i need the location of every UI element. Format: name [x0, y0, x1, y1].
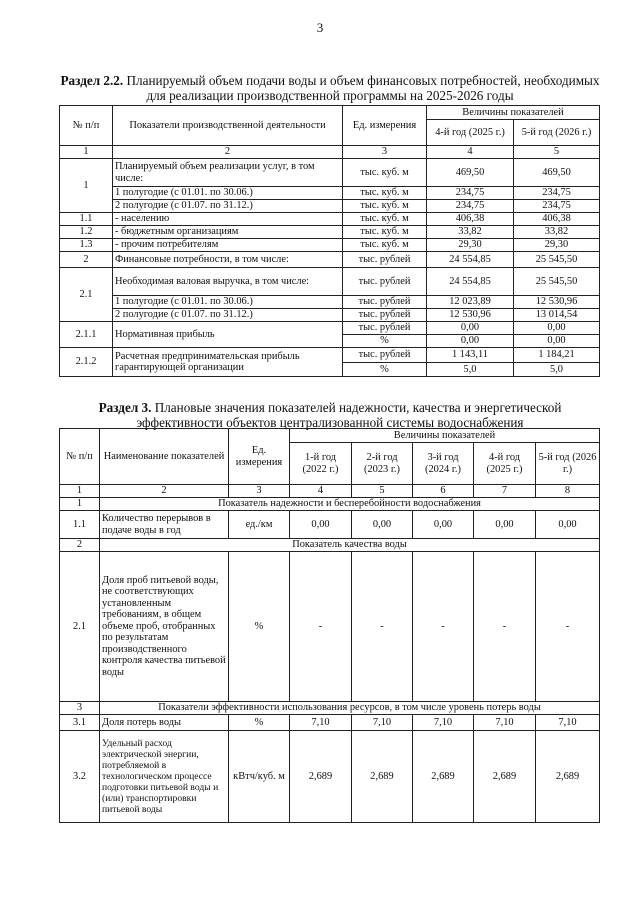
- row-value: 2,689: [290, 731, 352, 823]
- col-number: 4: [427, 146, 514, 159]
- row-unit: тыс. рублей: [343, 296, 427, 309]
- header-num: № п/п: [60, 429, 100, 485]
- col-number: 3: [343, 146, 427, 159]
- section-3-table: [59, 428, 600, 823]
- row-value: 2,689: [413, 731, 474, 823]
- row-value: 7,10: [474, 715, 536, 731]
- row-num: 2: [60, 252, 113, 268]
- row-num: 3.1: [60, 715, 100, 731]
- col-number: 7: [474, 485, 536, 498]
- row-name: Удельный расход электрической энергии, потребляемой в технологическом процессе подготовки питьевой воды и (или) транспортировки питьевой воды: [100, 731, 229, 823]
- row-unit: кВтч/куб. м: [229, 731, 290, 823]
- row-unit: %: [343, 335, 427, 348]
- row-unit: %: [229, 715, 290, 731]
- group-num: 2: [60, 539, 100, 552]
- row-unit: тыс. рублей: [343, 348, 427, 363]
- row-name: Финансовые потребности, в том числе:: [113, 252, 343, 268]
- table-row: [60, 322, 600, 335]
- row-name: Доля потерь воды: [100, 715, 229, 731]
- row-name: Расчетная предпринимательская прибыль гарантирующей организации: [113, 348, 343, 377]
- row-value: 2,689: [352, 731, 413, 823]
- row-value-2025: 29,30: [427, 239, 514, 252]
- row-num: 2.1.1: [60, 322, 113, 348]
- row-name: Планируемый объем реализации услуг, в том числе:: [113, 159, 343, 187]
- row-value-2026: 29,30: [514, 239, 600, 252]
- row-unit: %: [229, 552, 290, 702]
- table-row: [60, 213, 600, 226]
- row-value: 7,10: [290, 715, 352, 731]
- header-values-group: Величины показателей: [427, 106, 600, 120]
- row-unit: тыс. рублей: [343, 309, 427, 322]
- row-num: 3.2: [60, 731, 100, 823]
- group-num: 1: [60, 498, 100, 511]
- table-row: [60, 252, 600, 268]
- table-row: [60, 715, 600, 731]
- row-value-2025: 1 143,11: [427, 348, 514, 363]
- table-row: [60, 159, 600, 187]
- row-value: -: [474, 552, 536, 702]
- row-value-2026: 1 184,21: [514, 348, 600, 363]
- row-num: 1.3: [60, 239, 113, 252]
- row-value-2026: 0,00: [514, 322, 600, 335]
- row-value-2025: 406,38: [427, 213, 514, 226]
- table-row: [60, 552, 600, 702]
- row-num: 1: [60, 159, 113, 213]
- row-value-2025: 469,50: [427, 159, 514, 187]
- row-value-2026: 25 545,50: [514, 268, 600, 296]
- table-row: [60, 187, 600, 200]
- row-unit: %: [343, 363, 427, 377]
- row-value-2026: 12 530,96: [514, 296, 600, 309]
- row-value-2025: 0,00: [427, 335, 514, 348]
- row-unit: тыс. куб. м: [343, 239, 427, 252]
- row-name: 2 полугодие (с 01.07. по 31.12.): [113, 200, 343, 213]
- header-year-2026: 5-й год (2026 г.): [536, 443, 600, 485]
- row-name: 2 полугодие (с 01.07. по 31.12.): [113, 309, 343, 322]
- group-row: [60, 702, 600, 715]
- row-value-2025: 24 554,85: [427, 252, 514, 268]
- col-number: 6: [413, 485, 474, 498]
- row-num: 1.2: [60, 226, 113, 239]
- row-value: 2,689: [474, 731, 536, 823]
- col-number: 2: [100, 485, 229, 498]
- row-unit: тыс. куб. м: [343, 213, 427, 226]
- header-num: № п/п: [60, 106, 113, 146]
- row-num: 2.1: [60, 268, 113, 322]
- row-value: 7,10: [413, 715, 474, 731]
- row-value-2025: 234,75: [427, 200, 514, 213]
- section-2-2-heading: [60, 73, 600, 103]
- row-value: -: [290, 552, 352, 702]
- row-value: 0,00: [474, 511, 536, 539]
- col-number: 4: [290, 485, 352, 498]
- row-name: Необходимая валовая выручка, в том числе:: [113, 268, 343, 296]
- row-name: Количество перерывов в подаче воды в год: [100, 511, 229, 539]
- row-value-2026: 469,50: [514, 159, 600, 187]
- header-unit: Ед. измерения: [343, 106, 427, 146]
- row-value: -: [536, 552, 600, 702]
- row-name: 1 полугодие (с 01.01. по 30.06.): [113, 187, 343, 200]
- row-name: Доля проб питьевой воды, не соответствующих установленным требованиям, в общем объеме проб, отобранных по результатам производственного контроля качества питьевой воды: [100, 552, 229, 702]
- row-value-2026: 13 014,54: [514, 309, 600, 322]
- section-2-2-label: Раздел 2.2.: [60, 73, 124, 88]
- row-unit: тыс. куб. м: [343, 226, 427, 239]
- row-value-2026: 25 545,50: [514, 252, 600, 268]
- table-row: [60, 239, 600, 252]
- header-year-2025: 4-й год (2025 г.): [474, 443, 536, 485]
- header-year-2024: 3-й год (2024 г.): [413, 443, 474, 485]
- col-number: 5: [352, 485, 413, 498]
- row-name: - бюджетным организациям: [113, 226, 343, 239]
- row-value-2025: 12 530,96: [427, 309, 514, 322]
- row-value-2026: 33,82: [514, 226, 600, 239]
- header-name: Показатели производственной деятельности: [113, 106, 343, 146]
- section-3-label: Раздел 3.: [98, 400, 152, 415]
- row-num: 2.1: [60, 552, 100, 702]
- group-title: Показатель качества воды: [100, 539, 600, 552]
- row-value-2026: 234,75: [514, 187, 600, 200]
- row-value-2025: 12 023,89: [427, 296, 514, 309]
- col-number: 8: [536, 485, 600, 498]
- header-name: Наименование показателей: [100, 429, 229, 485]
- row-name: Нормативная прибыль: [113, 322, 343, 348]
- row-name: - прочим потребителям: [113, 239, 343, 252]
- page-number: 3: [316, 20, 324, 35]
- row-value-2025: 33,82: [427, 226, 514, 239]
- header-values-group: Величины показателей: [290, 429, 600, 443]
- row-unit: тыс. рублей: [343, 268, 427, 296]
- table-row: [60, 226, 600, 239]
- group-title: Показатели эффективности использования ресурсов, в том числе уровень потерь воды: [100, 702, 600, 715]
- row-value-2026: 0,00: [514, 335, 600, 348]
- row-name: 1 полугодие (с 01.01. по 30.06.): [113, 296, 343, 309]
- row-num: 1.1: [60, 511, 100, 539]
- row-num: 2.1.2: [60, 348, 113, 377]
- table-row: [60, 200, 600, 213]
- row-value-2026: 406,38: [514, 213, 600, 226]
- row-unit: тыс. куб. м: [343, 200, 427, 213]
- row-value: -: [413, 552, 474, 702]
- row-value: 0,00: [352, 511, 413, 539]
- group-num: 3: [60, 702, 100, 715]
- row-value-2026: 234,75: [514, 200, 600, 213]
- row-num: 1.1: [60, 213, 113, 226]
- table-row: [60, 309, 600, 322]
- row-value: 7,10: [352, 715, 413, 731]
- table-row: [60, 268, 600, 296]
- row-value-2025: 5,0: [427, 363, 514, 377]
- table-row: [60, 731, 600, 823]
- col-number: 3: [229, 485, 290, 498]
- row-value-2025: 24 554,85: [427, 268, 514, 296]
- row-value: 2,689: [536, 731, 600, 823]
- col-number: 1: [60, 146, 113, 159]
- row-unit: тыс. рублей: [343, 322, 427, 335]
- row-value-2025: 0,00: [427, 322, 514, 335]
- table-row: [60, 348, 600, 363]
- table-row: [60, 296, 600, 309]
- row-value: -: [352, 552, 413, 702]
- col-number: 2: [113, 146, 343, 159]
- row-unit: тыс. куб. м: [343, 159, 427, 187]
- section-3-heading: [60, 400, 600, 430]
- group-row: [60, 498, 600, 511]
- row-value-2025: 234,75: [427, 187, 514, 200]
- row-value: 0,00: [413, 511, 474, 539]
- row-value: 7,10: [536, 715, 600, 731]
- header-year-2022: 1-й год (2022 г.): [290, 443, 352, 485]
- row-value: 0,00: [290, 511, 352, 539]
- row-value: 0,00: [536, 511, 600, 539]
- row-unit: тыс. рублей: [343, 252, 427, 268]
- row-unit: тыс. куб. м: [343, 187, 427, 200]
- col-number: 1: [60, 485, 100, 498]
- header-year-2023: 2-й год (2023 г.): [352, 443, 413, 485]
- section-3-title: Плановые значения показателей надежности, качества и энергетической эффективности объектов централизованной системы водоснабжения: [136, 400, 562, 430]
- header-unit: Ед. измерения: [229, 429, 290, 485]
- col-number: 5: [514, 146, 600, 159]
- row-unit: ед./км: [229, 511, 290, 539]
- row-name: - населению: [113, 213, 343, 226]
- row-value-2026: 5,0: [514, 363, 600, 377]
- header-year-2026: 5-й год (2026 г.): [514, 120, 600, 146]
- header-year-2025: 4-й год (2025 г.): [427, 120, 514, 146]
- table-row: [60, 511, 600, 539]
- section-2-2-table: [59, 105, 600, 377]
- section-2-2-title: Планируемый объем подачи воды и объем финансовых потребностей, необходимых для реализации производственной программы на 2025-2026 годы: [126, 73, 600, 103]
- group-title: Показатель надежности и бесперебойности водоснабжения: [100, 498, 600, 511]
- group-row: [60, 539, 600, 552]
